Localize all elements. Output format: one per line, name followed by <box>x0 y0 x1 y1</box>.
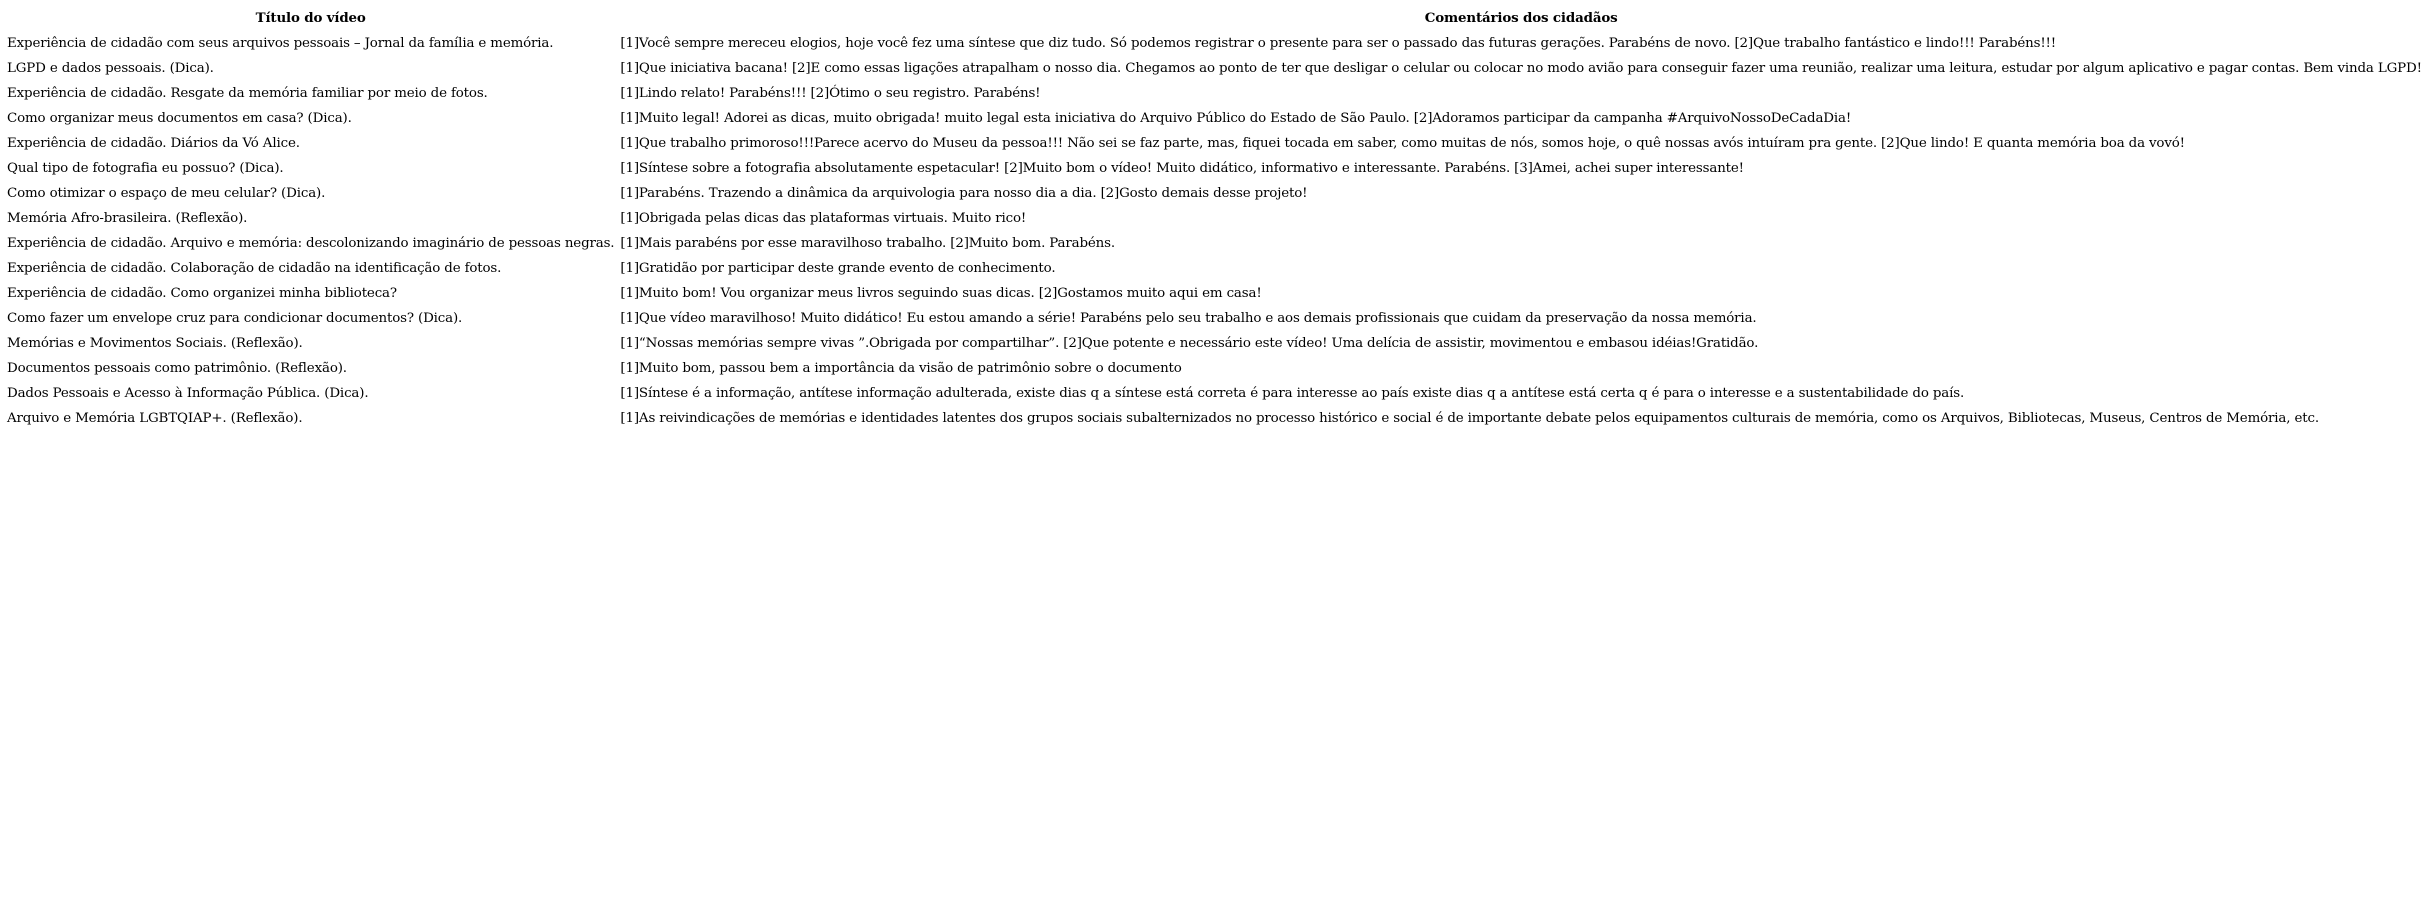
comments-cell: [1]Muito bom, passou bem a importância da visão de patrimônio sobre o documento <box>620 361 1182 376</box>
header-row <box>4 6 2425 31</box>
comments-cell: [1]Muito bom! Vou organizar meus livros seguindo suas dicas. [2]Gostamos muito aqui em casa! <box>620 286 1262 301</box>
video-title-cell: Dados Pessoais e Acesso à Informação Pública. (Dica). <box>7 386 369 401</box>
video-title-cell: Como organizar meus documentos em casa? (Dica). <box>7 111 352 126</box>
comments-cell: [1]Que vídeo maravilhoso! Muito didático! Eu estou amando a série! Parabéns pelo seu trabalho e aos demais profissionais que cuidam da preservação da nossa memória. <box>620 311 1757 326</box>
comments-cell: [1]Que trabalho primoroso!!!Parece acervo do Museu da pessoa!!! Não sei se faz parte, mas, fiquei tocada em saber, como muitas de nós, somos hoje, o quê nossas avós intuíram pra gente. [2]Que lindo! E quanta memória boa da vovó! <box>620 136 2185 151</box>
video-title-cell: Experiência de cidadão. Colaboração de cidadão na identificação de fotos. <box>7 261 502 276</box>
video-title-cell: Experiência de cidadão. Resgate da memória familiar por meio de fotos. <box>7 86 488 101</box>
table-row <box>4 31 2425 56</box>
video-title-cell: Documentos pessoais como patrimônio. (Reflexão). <box>7 361 347 376</box>
comments-cell: [1]Síntese é a informação, antítese informação adulterada, existe dias q a síntese está correta é para interesse ao país existe dias q a antítese está certa q é para o interesse e a sustentabilidade do país. <box>620 386 1965 401</box>
comments-table <box>4 6 2425 431</box>
table-row <box>4 306 2425 331</box>
video-title-cell: Como fazer um envelope cruz para condicionar documentos? (Dica). <box>7 311 463 326</box>
header-video-title: Título do vídeo <box>255 10 366 26</box>
video-title-cell: LGPD e dados pessoais. (Dica). <box>7 61 214 76</box>
table-row <box>4 106 2425 131</box>
video-title-cell: Experiência de cidadão. Como organizei minha biblioteca? <box>7 286 397 301</box>
table-row <box>4 81 2425 106</box>
comments-cell: [1]Gratidão por participar deste grande evento de conhecimento. <box>620 261 1056 276</box>
table-row <box>4 131 2425 156</box>
video-title-cell: Qual tipo de fotografia eu possuo? (Dica). <box>7 161 284 176</box>
comments-cell: [1]Lindo relato! Parabéns!!! [2]Ótimo o seu registro. Parabéns! <box>620 86 1041 101</box>
comments-cell: [1]Síntese sobre a fotografia absolutamente espetacular! [2]Muito bom o vídeo! Muito didático, informativo e interessante. Parabéns. [3]Amei, achei super interessante! <box>620 161 1744 176</box>
table-row <box>4 56 2425 81</box>
comments-cell: [1]Você sempre mereceu elogios, hoje você fez uma síntese que diz tudo. Só podemos registrar o presente para ser o passado das futuras gerações. Parabéns de novo. [2]Que trabalho fantástico e lindo!!! Parabéns!!! <box>620 36 2057 51</box>
header-citizen-comments: Comentários dos cidadãos <box>1424 10 1618 26</box>
video-title-cell: Memórias e Movimentos Sociais. (Reflexão). <box>7 336 303 351</box>
table-row <box>4 206 2425 231</box>
table-row <box>4 281 2425 306</box>
video-title-cell: Experiência de cidadão. Arquivo e memória: descolonizando imaginário de pessoas negras. <box>7 236 615 251</box>
table-row <box>4 331 2425 356</box>
comments-cell: [1]As reivindicações de memórias e identidades latentes dos grupos sociais subalternizados no processo histórico e social é de importante debate pelos equipamentos culturais de memória, como os Arquivos, Bibliotecas, Museus, Centros de Memória, etc. <box>620 411 2319 426</box>
video-title-cell: Experiência de cidadão. Diários da Vó Alice. <box>7 136 300 151</box>
video-title-cell: Arquivo e Memória LGBTQIAP+. (Reflexão). <box>7 411 303 426</box>
table-row <box>4 356 2425 381</box>
comments-cell: [1]Obrigada pelas dicas das plataformas virtuais. Muito rico! <box>620 211 1027 226</box>
video-title-cell: Experiência de cidadão com seus arquivos pessoais – Jornal da família e memória. <box>7 36 554 51</box>
table-row <box>4 181 2425 206</box>
table-row <box>4 156 2425 181</box>
comments-cell: [1]Parabéns. Trazendo a dinâmica da arquivologia para nosso dia a dia. [2]Gosto demais desse projeto! <box>620 186 1308 201</box>
comments-cell: [1]Muito legal! Adorei as dicas, muito obrigada! muito legal esta iniciativa do Arquivo Público do Estado de São Paulo. [2]Adoramos participar da campanha #ArquivoNossoDeCadaDia! <box>620 111 1852 126</box>
comments-cell: [1]Mais parabéns por esse maravilhoso trabalho. [2]Muito bom. Parabéns. <box>620 236 1115 251</box>
comments-cell: [1]Que iniciativa bacana! [2]E como essas ligações atrapalham o nosso dia. Chegamos ao ponto de ter que desligar o celular ou colocar no modo avião para conseguir fazer uma reunião, realizar uma leitura, estudar por algum aplicativo e pagar contas. Bem vinda LGPD! <box>620 61 2422 76</box>
table-row <box>4 406 2425 431</box>
video-title-cell: Memória Afro-brasileira. (Reflexão). <box>7 211 248 226</box>
video-title-cell: Como otimizar o espaço de meu celular? (Dica). <box>7 186 326 201</box>
comments-cell: [1]“Nossas memórias sempre vivas ”.Obrigada por compartilhar”. [2]Que potente e necessário este vídeo! Uma delícia de assistir, movimentou e embasou idéias!Gratidão. <box>620 336 1759 351</box>
table-row <box>4 231 2425 256</box>
table-row <box>4 256 2425 281</box>
table-row <box>4 381 2425 406</box>
